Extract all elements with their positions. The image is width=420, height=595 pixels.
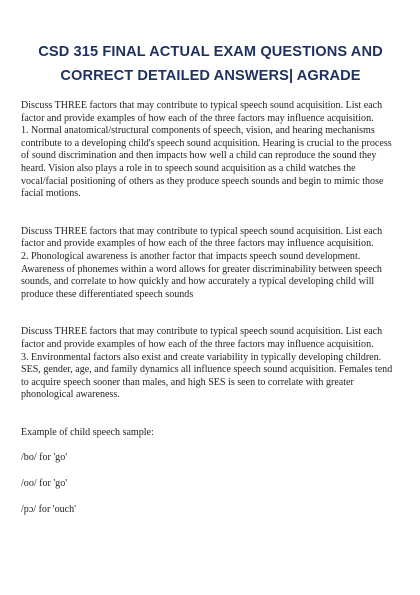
question-text: Discuss THREE factors that may contribute to typical speech sound acquisition. List each factor and provide examples of how each of the three factors may influence acquisition. xyxy=(21,100,383,124)
document-title: CSD 315 FINAL ACTUAL EXAM QUESTIONS AND CORRECT DETAILED ANSWERS| AGRADE xyxy=(38,44,383,84)
question-text: Discuss THREE factors that may contribute to typical speech sound acquisition. List each factor and provide examples of how each of the three factors may influence acquisition. xyxy=(21,326,383,350)
qa-block-3 xyxy=(21,326,400,402)
answer-text: 1. Normal anatomical/structural components of speech, vision, and hearing mechanisms contribute to a developing child's speech sound acquisition. Hearing is crucial to the process of sound discrimination and then impacts how well a child can reproduce the sound they heard. Vision also plays a role in to speech sound acquisition as a child watches the vocal/facial positioning of others as they produce speech sounds and begin to mimic those facial motions. xyxy=(21,125,392,200)
speech-sample-1: /bo/ for 'go' xyxy=(21,452,68,464)
speech-sample-3: /pɔ/ for 'ouch' xyxy=(21,503,76,515)
answer-text: 2. Phonological awareness is another factor that impacts speech sound development. Awareness of phonemes within a word allows for greater discriminability between speech sounds, and correlate to how quickly and how accurately a typical developing child will produce these differentiated speech sounds xyxy=(21,250,382,300)
question-text: Discuss THREE factors that may contribute to typical speech sound acquisition. List each factor and provide examples of how each of the three factors may influence acquisition. xyxy=(21,225,383,250)
speech-sample-2: /oo/ for 'go' xyxy=(21,478,68,490)
document-body xyxy=(21,100,400,516)
answer-text: 3. Environmental factors also exist and create variability in typically developing children. SES, gender, age, and family dynamics all influence speech sound acquisition. Females tend to acquire speech sooner than males, and high SES is seen to correlate with greater phonological awareness. xyxy=(21,351,393,401)
qa-block-1 xyxy=(21,100,400,201)
qa-block-2 xyxy=(21,226,400,302)
example-heading: Example of child speech sample: xyxy=(21,426,154,438)
